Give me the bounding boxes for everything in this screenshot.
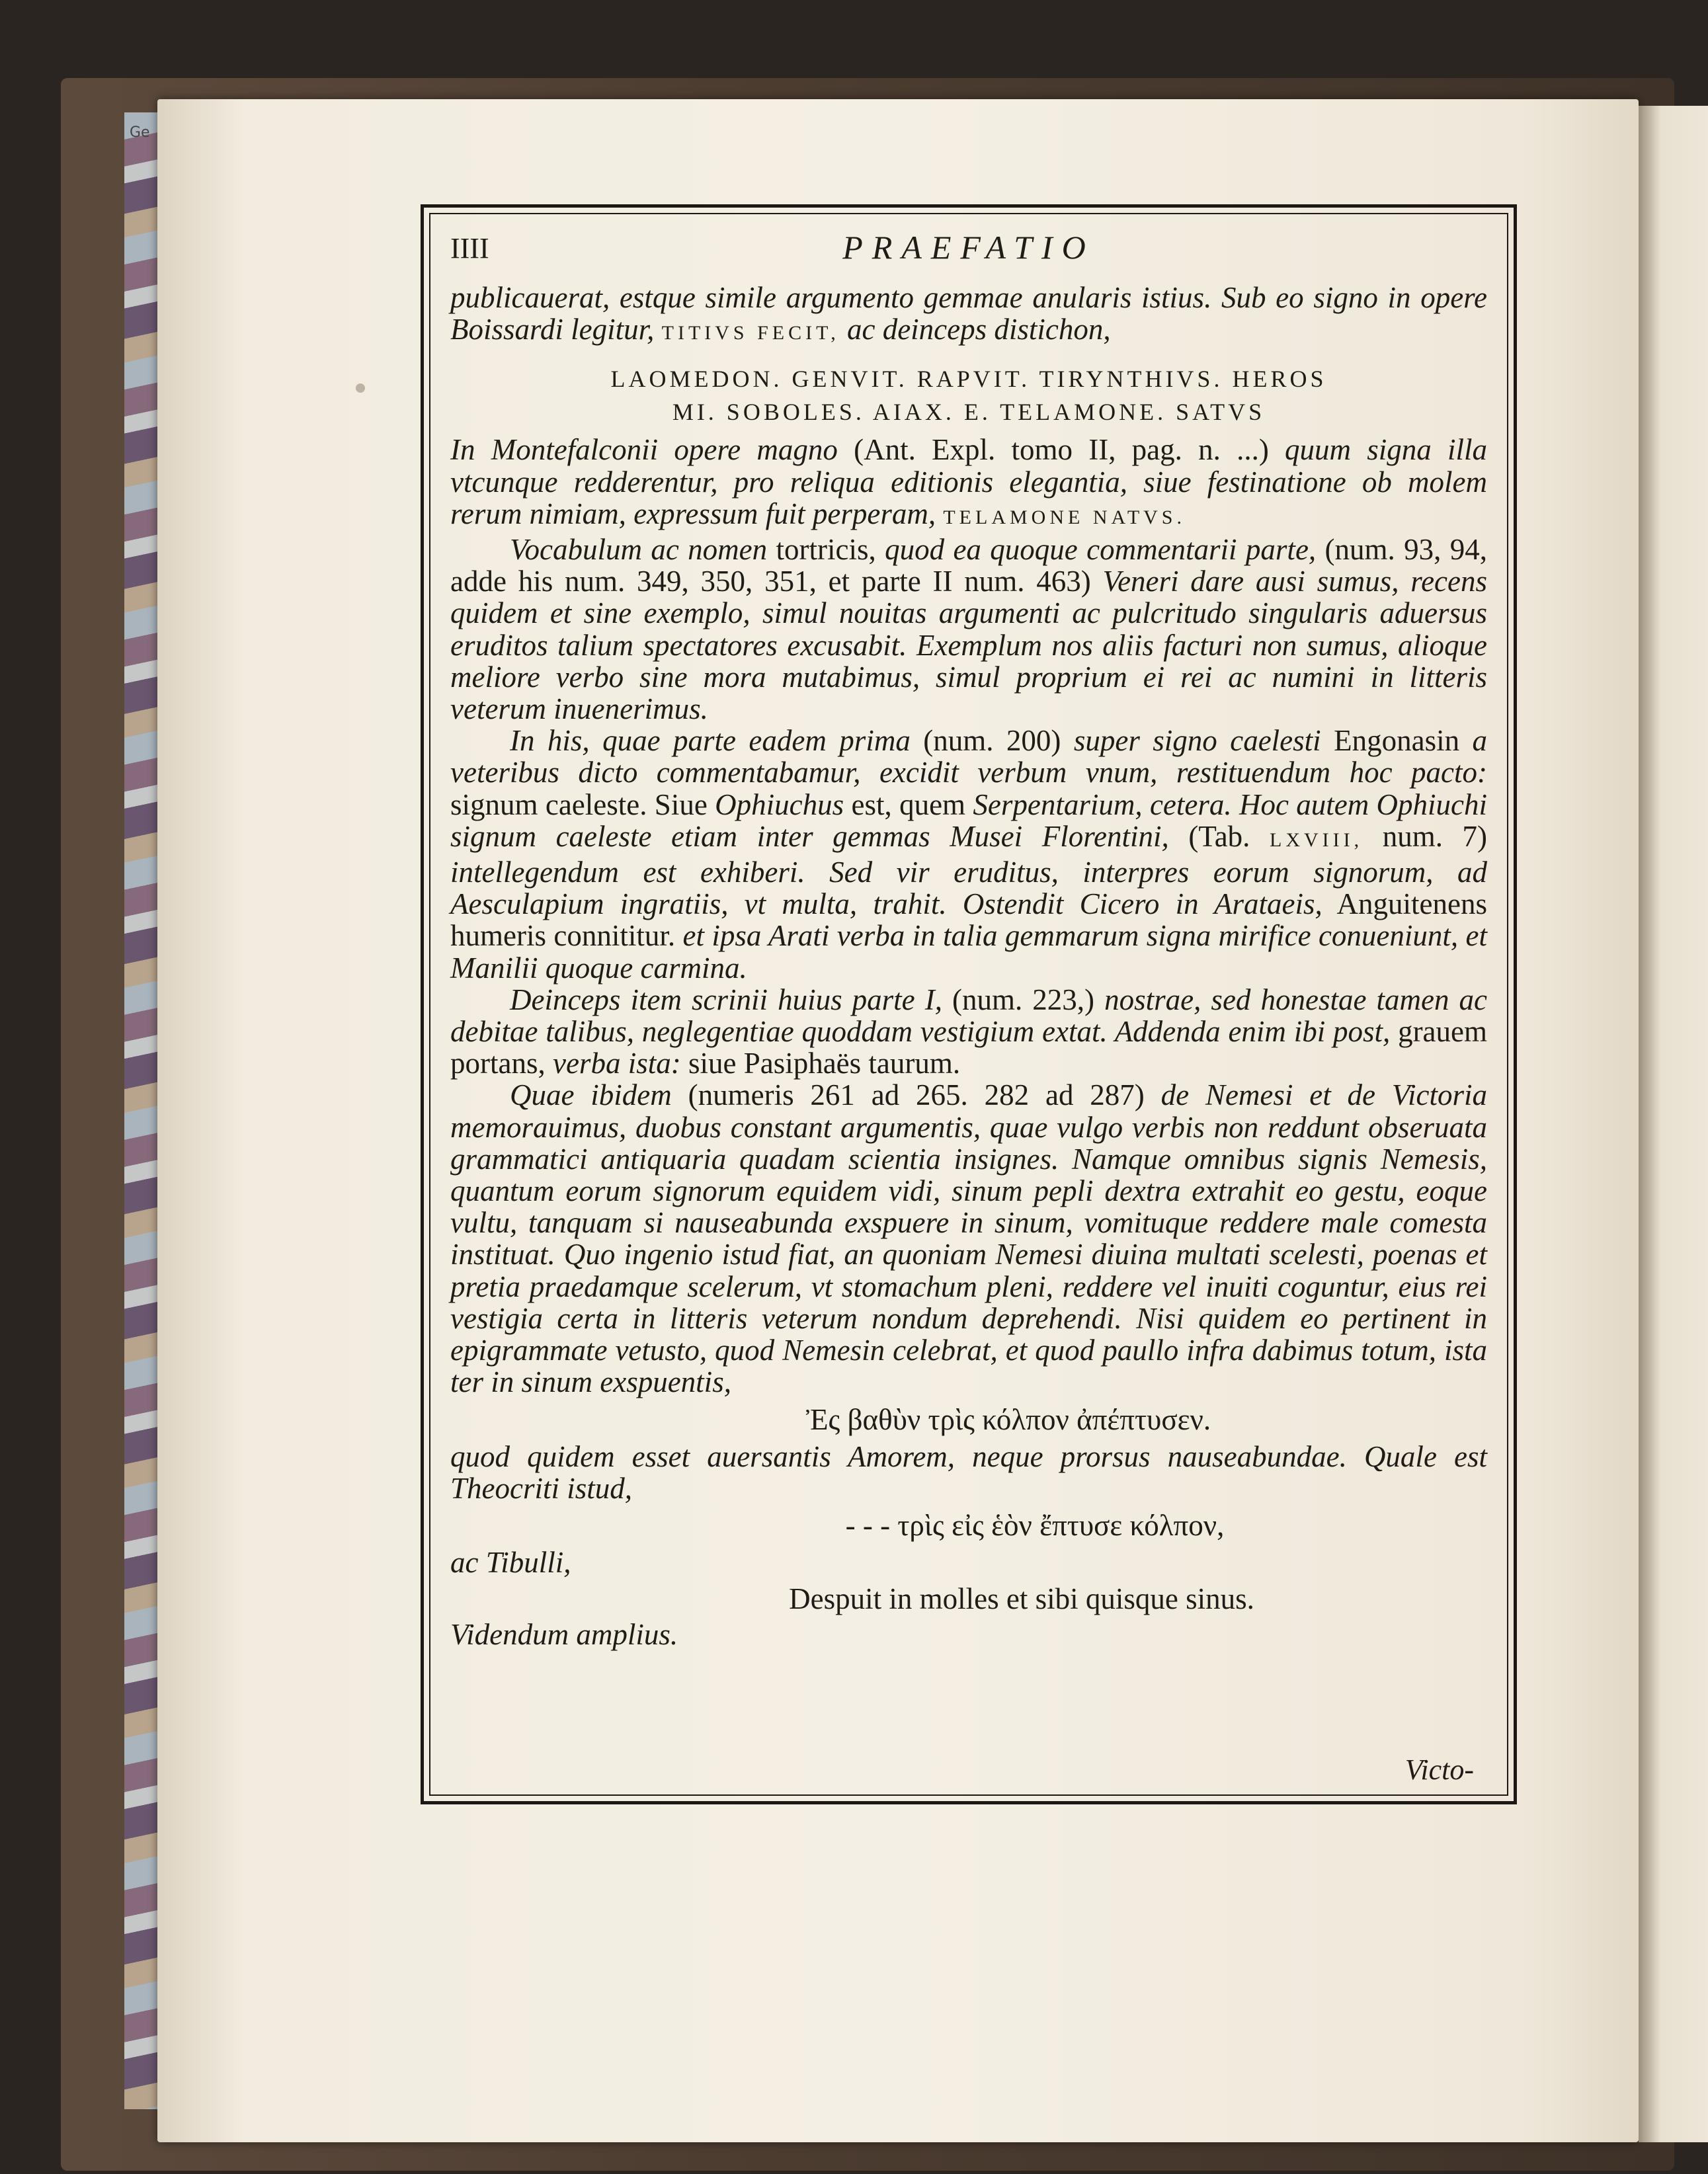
paragraph-6: Quae ibidem (numeris 261 ad 265. 282 ad 287) de Nemesi et de Victoria memorauimus, duobus constant argumentis, quae vulgo verbis non reddunt obseruata grammatici antiquaria quadam scientia insignes. Namque omnibus signis Nemesis, quantum eorum signorum equidem vidi, sinum pepli dextra extrahit eo gestu, eoque vultu, tanquam si nauseabunda exspuere in sinum, vomituque reddere male comesta instituat. Quo ingenio istud fiat, an quoniam Nemesi diuina multati scelesti, poenas et pretia praedamque scelerum, vt stomachum pleni, reddere vel inuiti coguntur, eius rei vestigia certa in litteris veterum nondum deprehendi. Nisi quidem eo pertinent in epigrammate vetusto, quod Nemesin celebrat, et quod paullo infra dabimus totum, ista ter in sinum exspuentis, [450,1078,1487,1399]
inscription [450,362,1487,428]
facing-page-edge [1639,106,1708,2142]
latin-quotation: Despuit in molles et sibi quisque sinus. [789,1582,1254,1615]
paragraph-1: publicauerat, estque simile argumento gemmae anularis istius. Sub eo signo in opere Boissardi legitur, TITIVS FECIT, ac deinceps distichon, [450,281,1487,346]
paragraph-8: ac Tibulli, [450,1546,571,1580]
paragraph-4: In his, quae parte eadem prima (num. 200) super signo caelesti Engonasin a veteribus dicto commentabamur, excidit verbum vnum, restituendum hoc pacto: signum caeleste. Siue Ophiuchus est, quem Serpentarium, cetera. Hoc autem Ophiuchi signum caeleste etiam inter gemmas Musei Florentini, (Tab. LXVIII, num. 7) intellegendum est exhiberi. Sed vir eruditus, interpres eorum signorum, ad Aesculapium ingratiis, vt multa, trahit. Ostendit Cicero in Arataeis, Anguitenens humeris connititur. et ipsa Arati verba in talia gemmarum signa mirifice conueniunt, et Manilii quoque carmina. [450,724,1488,985]
page-number: IIII [450,232,489,264]
paragraph-5: Deinceps item scrinii huius parte I, (num. 223,) nostrae, sed honestae tamen ac debitae talibus, neglegentiae quoddam vestigium extat. Addenda enim ibi post, grauem portans, verba ista: siue Pasiphaës taurum. [450,983,1488,1080]
greek-quotation-2: - - - τρὶς εἰς ἑὸν ἔπτυσε κόλπον, [845,1509,1225,1543]
page-header [450,227,1487,275]
text-block [450,227,1487,1650]
paper-spot [356,383,365,393]
paragraph-2: In Montefalconii opere magno (Ant. Expl. tomo II, pag. n. ...) quum signa illa vtcunque redderentur, pro reliqua editionis elegantia, siue festinatione ob molem rerum nimiam, expressum fuit perperam, TELAMONE NATVS. [450,433,1487,530]
running-title: PRAEFATIO [842,229,1095,266]
inscription-line-1: LAOMEDON. GENVIT. RAPVIT. TIRYNTHIVS. HEROS [610,366,1327,393]
spine-label: Ge [130,124,150,141]
paragraph-7: quod quidem esset auersantis Amorem, neque prorsus nauseabundae. Quale est Theocriti istud, [450,1439,1487,1505]
greek-quotation-1: Ἐς βαθὺν τρὶς κόλπον ἀπέπτυσεν. [805,1402,1211,1436]
catchword: Victo- [1404,1753,1474,1786]
paragraph-3: Vocabulum ac nomen tortricis, quod ea quoque commentarii parte, (num. 93, 94, adde his num. 349, 350, 351, et parte II num. 463) Veneri dare ausi sumus, recens quidem et sine exemplo, simul nouitas argumenti ac pulcritudo singularis aduersus eruditos talium spectatores excusabit. Exemplum nos aliis facturi non sumus, alioque meliore verbo sine mora mutabimus, simul proprium ei rei ac numini in litteris veterum inuenerimus. [450,533,1487,726]
text-frame [421,204,1517,1804]
inscription-line-2: MI. SOBOLES. AIAX. E. TELAMONE. SATVS [672,399,1266,426]
paragraph-9: Videndum amplius. [450,1617,678,1651]
